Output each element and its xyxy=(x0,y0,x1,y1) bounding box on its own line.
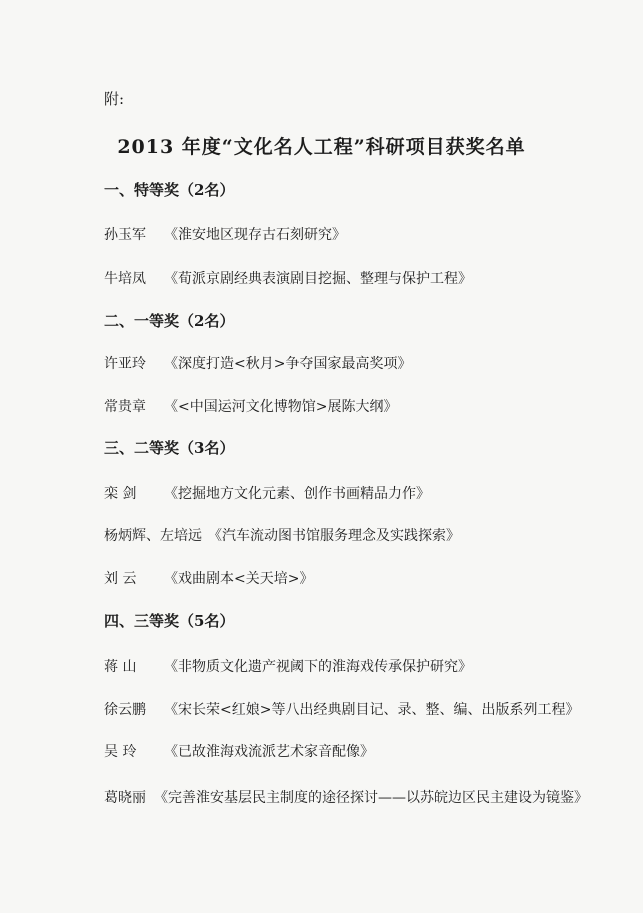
award-entry xyxy=(104,268,472,288)
project-title: 《荀派京剧经典表演剧目挖掘、整理与保护工程》 xyxy=(164,271,472,287)
section-heading-second-prize: 三、二等奖（3名） xyxy=(104,439,235,457)
award-entry xyxy=(104,483,430,503)
awardee-name: 牛培凤 xyxy=(104,271,146,287)
awardee-name: 刘 云 xyxy=(104,571,137,587)
project-title: 《非物质文化遗产视阈下的淮海戏传承保护研究》 xyxy=(164,659,472,675)
awardee-name: 徐云鹏 xyxy=(104,702,146,718)
award-entry xyxy=(104,568,314,588)
awardee-name: 杨炳辉、左培远 xyxy=(104,528,202,544)
award-entry xyxy=(104,656,472,676)
awardee-name: 许亚玲 xyxy=(104,356,146,372)
project-title: 《深度打造<秋月>争夺国家最高奖项》 xyxy=(164,356,412,372)
project-title: 《<中国运河文化博物馆>展陈大纲》 xyxy=(164,399,398,415)
section-heading-third-prize: 四、三等奖（5名） xyxy=(104,612,235,630)
page-title: 2013 年度“文化名人工程”科研项目获奖名单 xyxy=(117,136,526,158)
award-entry xyxy=(104,224,346,244)
project-title: 《汽车流动图书馆服务理念及实践探索》 xyxy=(208,528,460,544)
award-entry xyxy=(104,353,412,373)
project-title: 《完善淮安基层民主制度的途径探讨——以苏皖边区民主建设为镜鉴》 xyxy=(154,790,588,806)
award-entry xyxy=(104,525,460,545)
project-title: 《戏曲剧本<关天培>》 xyxy=(164,571,314,587)
awardee-name: 栾 剑 xyxy=(104,486,137,502)
award-entry xyxy=(104,787,588,807)
awardee-name: 蒋 山 xyxy=(104,659,137,675)
awardee-name: 常贵章 xyxy=(104,399,146,415)
award-entry xyxy=(104,396,398,416)
attachment-label: 附: xyxy=(104,90,125,108)
project-title: 《宋长荣<红娘>等八出经典剧目记、录、整、编、出版系列工程》 xyxy=(164,702,580,718)
awardee-name: 葛晓丽 xyxy=(104,790,146,806)
award-entry xyxy=(104,699,580,719)
project-title: 《挖掘地方文化元素、创作书画精品力作》 xyxy=(164,486,430,502)
awardee-name: 孙玉军 xyxy=(104,227,146,243)
project-title: 《淮安地区现存古石刻研究》 xyxy=(164,227,346,243)
section-heading-first-prize: 二、一等奖（2名） xyxy=(104,312,235,330)
awardee-name: 吴 玲 xyxy=(104,744,137,760)
award-entry xyxy=(104,741,374,761)
section-heading-special-prize: 一、特等奖（2名） xyxy=(104,181,235,199)
project-title: 《已故淮海戏流派艺术家音配像》 xyxy=(164,744,374,760)
